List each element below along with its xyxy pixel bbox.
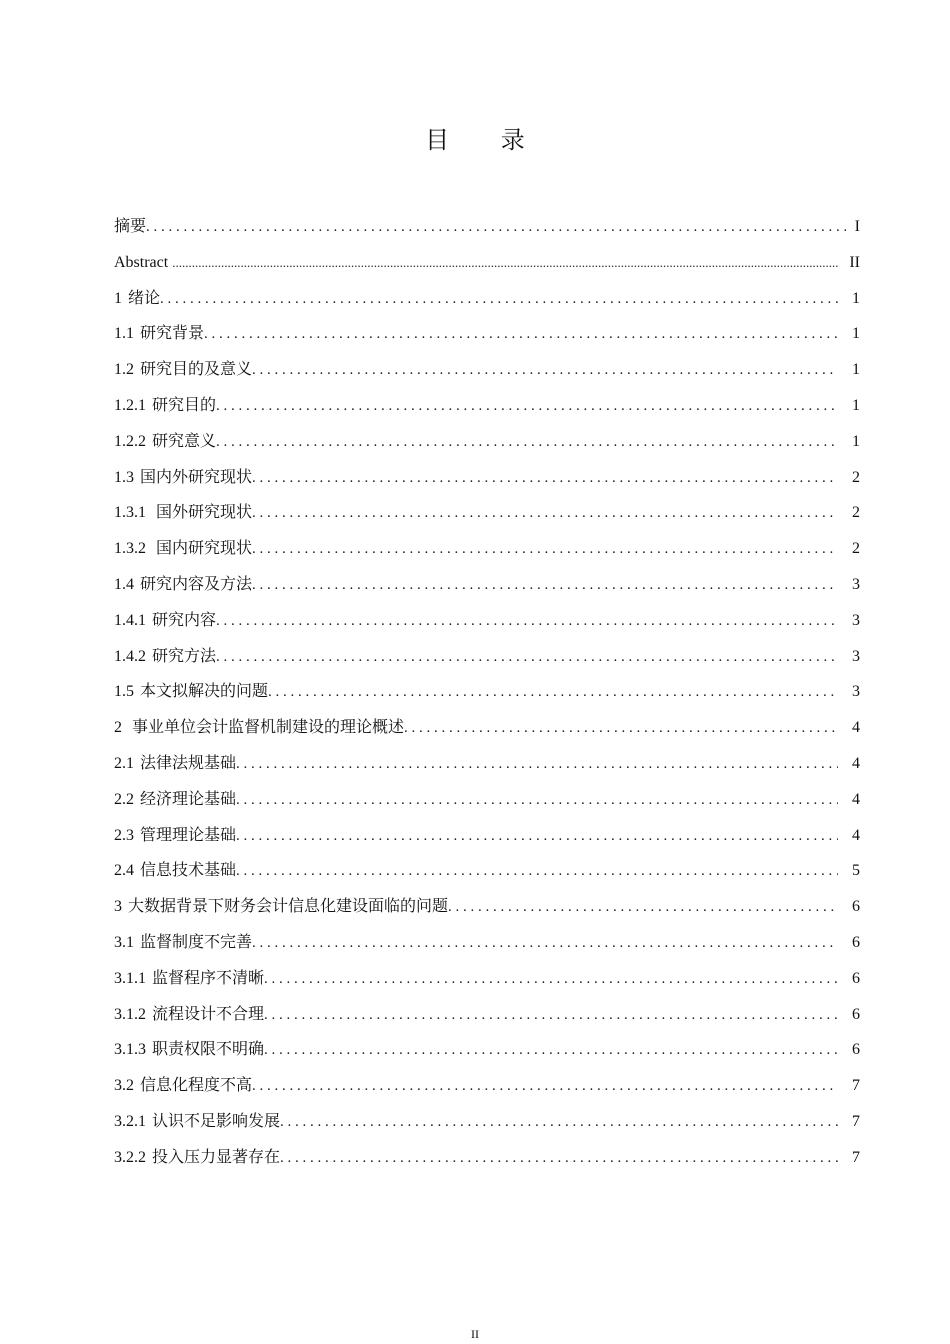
toc-entry-label bbox=[114, 925, 252, 961]
toc-entry[interactable] bbox=[114, 925, 860, 961]
toc-entry-page: 1 bbox=[852, 432, 860, 450]
toc-entry[interactable] bbox=[114, 209, 860, 245]
table-of-contents bbox=[114, 209, 860, 1176]
toc-entry-page: 7 bbox=[852, 1148, 860, 1166]
toc-entry-label bbox=[114, 495, 252, 531]
toc-entry-page: 6 bbox=[852, 933, 860, 951]
toc-entry-page: 6 bbox=[852, 969, 860, 987]
toc-entry-page: 2 bbox=[852, 540, 860, 558]
toc-entry-number: 3.2 bbox=[114, 1077, 134, 1095]
toc-entry-page: 6 bbox=[852, 1005, 860, 1023]
toc-entry-number: 1.2 bbox=[114, 361, 134, 379]
toc-entry[interactable] bbox=[114, 853, 860, 889]
toc-entry-title: 投入压力显著存在 bbox=[152, 1148, 281, 1166]
toc-leader-dots bbox=[146, 210, 846, 246]
toc-entry-number: 3.2.1 bbox=[114, 1112, 146, 1130]
toc-entry-number: 1.4.1 bbox=[114, 611, 146, 629]
toc-entry[interactable] bbox=[114, 352, 860, 388]
toc-entry[interactable] bbox=[114, 639, 860, 675]
toc-entry-title: 国内外研究现状 bbox=[140, 468, 253, 486]
toc-entry[interactable] bbox=[114, 782, 860, 818]
toc-entry-title: 国内研究现状 bbox=[152, 540, 253, 558]
toc-leader-dots bbox=[236, 854, 838, 890]
toc-entry-number: 1.4 bbox=[114, 575, 134, 593]
toc-entry-title: 研究方法 bbox=[152, 647, 217, 665]
toc-entry-page: 4 bbox=[852, 826, 860, 844]
toc-leader-dots bbox=[216, 389, 838, 425]
toc-entry-title: 法律法规基础 bbox=[140, 754, 237, 772]
toc-entry[interactable] bbox=[114, 746, 860, 782]
toc-leader-dots bbox=[236, 747, 838, 783]
toc-entry-number: 2.3 bbox=[114, 826, 134, 844]
toc-entry[interactable] bbox=[114, 281, 860, 317]
toc-entry-number: 1.1 bbox=[114, 325, 134, 343]
toc-entry-title: 研究内容 bbox=[152, 611, 217, 629]
toc-entry-title: 职责权限不明确 bbox=[152, 1041, 265, 1059]
toc-entry-page: 1 bbox=[852, 325, 860, 343]
toc-entry-title: 事业单位会计监督机制建设的理论概述 bbox=[128, 719, 405, 737]
toc-entry-title: 监督程序不清晰 bbox=[152, 969, 265, 987]
toc-entry-label bbox=[114, 674, 268, 710]
toc-entry-label bbox=[114, 853, 236, 889]
toc-entry-number: 3.1.2 bbox=[114, 1005, 146, 1023]
toc-entry-number: 3.2.2 bbox=[114, 1148, 146, 1166]
toc-entry[interactable] bbox=[114, 567, 860, 603]
toc-entry[interactable] bbox=[114, 316, 860, 352]
toc-entry-number: 1.3.1 bbox=[114, 504, 146, 522]
toc-entry-number: 1.4.2 bbox=[114, 647, 146, 665]
toc-leader-dots bbox=[280, 1141, 838, 1177]
toc-entry-label bbox=[114, 603, 216, 639]
toc-entry-title: 管理理论基础 bbox=[140, 826, 237, 844]
toc-entry-page: 6 bbox=[852, 1041, 860, 1059]
toc-entry-title: 流程设计不合理 bbox=[152, 1005, 265, 1023]
toc-leader-dots bbox=[264, 1033, 838, 1069]
toc-entry-title: Abstract bbox=[114, 253, 173, 271]
toc-leader-dots bbox=[268, 675, 838, 711]
toc-leader-dots bbox=[252, 353, 838, 389]
toc-leader-dots bbox=[252, 532, 838, 568]
toc-entry[interactable] bbox=[114, 495, 860, 531]
toc-leader-dots bbox=[404, 711, 838, 747]
toc-entry[interactable] bbox=[114, 424, 860, 460]
toc-leader-dots bbox=[264, 962, 838, 998]
toc-entry-label bbox=[114, 352, 252, 388]
toc-entry-page: 7 bbox=[852, 1077, 860, 1095]
toc-entry-page: 7 bbox=[852, 1112, 860, 1130]
toc-entry[interactable] bbox=[114, 1032, 860, 1068]
toc-entry-label bbox=[114, 997, 264, 1033]
toc-entry-label bbox=[114, 889, 448, 925]
toc-entry-label bbox=[114, 245, 172, 281]
toc-entry-page: I bbox=[854, 218, 860, 235]
footer-page-number: II bbox=[471, 1327, 479, 1341]
toc-entry[interactable] bbox=[114, 245, 860, 281]
toc-entry-page: 3 bbox=[852, 575, 860, 593]
toc-entry-number: 3.1 bbox=[114, 933, 134, 951]
toc-entry[interactable] bbox=[114, 961, 860, 997]
toc-entry[interactable] bbox=[114, 818, 860, 854]
toc-entry-label bbox=[114, 316, 204, 352]
toc-leader-dots bbox=[252, 461, 838, 497]
toc-entry-page: 4 bbox=[852, 719, 860, 737]
toc-entry-label bbox=[114, 281, 160, 317]
toc-entry-title: 监督制度不完善 bbox=[140, 933, 253, 951]
toc-entry-label bbox=[114, 1032, 264, 1068]
toc-entry[interactable] bbox=[114, 1104, 860, 1140]
toc-entry[interactable] bbox=[114, 674, 860, 710]
toc-entry-label bbox=[114, 424, 216, 460]
toc-entry-page: 1 bbox=[852, 361, 860, 379]
toc-leader-dots bbox=[172, 245, 838, 282]
toc-entry-page: 1 bbox=[852, 396, 860, 414]
toc-entry[interactable] bbox=[114, 603, 860, 639]
toc-entry-page: 2 bbox=[852, 504, 860, 522]
toc-entry[interactable] bbox=[114, 460, 860, 496]
toc-entry-number: 1.5 bbox=[114, 683, 134, 701]
toc-entry-number: 1 bbox=[114, 289, 122, 307]
toc-entry-page: 6 bbox=[852, 898, 860, 916]
toc-entry-label bbox=[114, 567, 252, 603]
toc-leader-dots bbox=[236, 819, 838, 855]
toc-entry-label bbox=[114, 460, 252, 496]
toc-entry-title: 经济理论基础 bbox=[140, 790, 237, 808]
toc-entry-label bbox=[114, 782, 236, 818]
toc-entry-label bbox=[114, 746, 236, 782]
toc-entry[interactable] bbox=[114, 710, 860, 746]
toc-entry[interactable] bbox=[114, 531, 860, 567]
toc-entry[interactable] bbox=[114, 388, 860, 424]
toc-entry-title: 本文拟解决的问题 bbox=[140, 683, 269, 701]
toc-entry-label bbox=[114, 1140, 280, 1176]
toc-entry-title: 研究内容及方法 bbox=[140, 575, 253, 593]
toc-leader-dots bbox=[160, 282, 838, 318]
toc-entry-page: 4 bbox=[852, 754, 860, 772]
toc-entry-title: 研究意义 bbox=[152, 432, 217, 450]
toc-leader-dots bbox=[252, 496, 838, 532]
toc-entry-title: 信息化程度不高 bbox=[140, 1077, 253, 1095]
page-title: 目 录 bbox=[425, 126, 547, 154]
toc-entry-number: 3.1.3 bbox=[114, 1041, 146, 1059]
toc-leader-dots bbox=[216, 604, 838, 640]
toc-entry-title: 研究目的 bbox=[152, 396, 217, 414]
toc-entry-label bbox=[114, 388, 216, 424]
toc-leader-dots bbox=[264, 998, 838, 1034]
toc-entry-label bbox=[114, 818, 236, 854]
toc-entry-page: 5 bbox=[852, 862, 860, 880]
toc-entry-label bbox=[114, 1068, 252, 1104]
toc-entry-title: 大数据背景下财务会计信息化建设面临的问题 bbox=[128, 898, 449, 916]
toc-entry[interactable] bbox=[114, 1068, 860, 1104]
toc-leader-dots bbox=[236, 783, 838, 819]
toc-entry-title: 摘要 bbox=[114, 218, 147, 235]
toc-entry-number: 2.4 bbox=[114, 862, 134, 880]
toc-entry-title: 认识不足影响发展 bbox=[152, 1112, 281, 1130]
toc-leader-dots bbox=[280, 1105, 838, 1141]
toc-entry-number: 3 bbox=[114, 898, 122, 916]
toc-entry-page: 2 bbox=[852, 468, 860, 486]
toc-entry-label bbox=[114, 961, 264, 997]
toc-entry-page: II bbox=[849, 253, 860, 271]
toc-leader-dots bbox=[252, 926, 838, 962]
toc-entry-number: 3.1.1 bbox=[114, 969, 146, 987]
toc-entry-number: 1.2.2 bbox=[114, 432, 146, 450]
toc-entry-number: 2.2 bbox=[114, 790, 134, 808]
toc-entry[interactable] bbox=[114, 997, 860, 1033]
toc-entry[interactable] bbox=[114, 889, 860, 925]
toc-entry-title: 信息技术基础 bbox=[140, 862, 237, 880]
toc-entry-label bbox=[114, 710, 404, 746]
toc-entry-number: 1.3 bbox=[114, 468, 134, 486]
toc-entry-page: 3 bbox=[852, 647, 860, 665]
toc-entry-number: 2.1 bbox=[114, 754, 134, 772]
toc-entry-title: 研究目的及意义 bbox=[140, 361, 253, 379]
toc-leader-dots bbox=[204, 317, 838, 353]
toc-entry-page: 3 bbox=[852, 683, 860, 701]
toc-entry-label bbox=[114, 1104, 280, 1140]
toc-entry-label bbox=[114, 209, 146, 245]
toc-entry[interactable] bbox=[114, 1140, 860, 1176]
toc-entry-title: 绪论 bbox=[128, 289, 161, 307]
toc-leader-dots bbox=[448, 890, 838, 926]
toc-entry-number: 1.2.1 bbox=[114, 396, 146, 414]
toc-entry-page: 4 bbox=[852, 790, 860, 808]
toc-entry-label bbox=[114, 531, 252, 567]
toc-entry-page: 3 bbox=[852, 611, 860, 629]
toc-entry-number: 2 bbox=[114, 719, 122, 737]
toc-leader-dots bbox=[252, 1069, 838, 1105]
toc-entry-number: 1.3.2 bbox=[114, 540, 146, 558]
toc-entry-label bbox=[114, 639, 216, 675]
toc-entry-title: 研究背景 bbox=[140, 325, 205, 343]
toc-leader-dots bbox=[252, 568, 838, 604]
toc-entry-page: 1 bbox=[852, 289, 860, 307]
toc-leader-dots bbox=[216, 640, 838, 676]
toc-leader-dots bbox=[216, 425, 838, 461]
toc-entry-title: 国外研究现状 bbox=[152, 504, 253, 522]
